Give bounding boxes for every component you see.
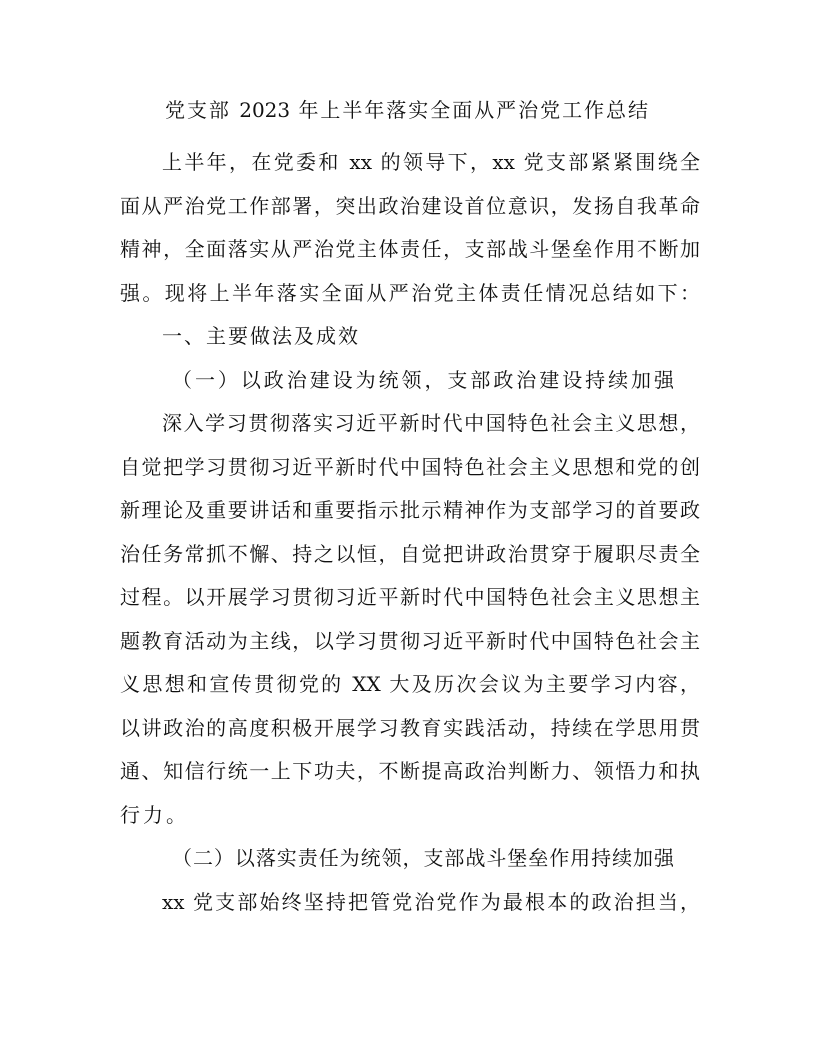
paragraph-line: 过程。以开展学习贯彻习近平新时代中国特色社会主义思想主 bbox=[120, 585, 700, 609]
paragraph-line: 自觉把学习贯彻习近平新时代中国特色社会主义思想和党的创 bbox=[120, 455, 700, 479]
paragraph-line: 新理论及重要讲话和重要指示批示精神作为支部学习的首要政 bbox=[120, 498, 700, 522]
paragraph-line: 题教育活动为主线，以学习贯彻习近平新时代中国特色社会主 bbox=[120, 629, 700, 653]
document-title: 党支部 2023 年上半年落实全面从严治党工作总结 bbox=[165, 98, 648, 122]
paragraph-line: 强。现将上半年落实全面从严治党主体责任情况总结如下： bbox=[120, 281, 700, 305]
paragraph-line: 深入学习贯彻落实习近平新时代中国特色社会主义思想， bbox=[162, 411, 700, 435]
paragraph-line: 义思想和宣传贯彻党的 XX 大及历次会议为主要学习内容， bbox=[120, 672, 700, 696]
paragraph-line: 面从严治党工作部署，突出政治建设首位意识，发扬自我革命 bbox=[120, 194, 700, 218]
subheading-text: （一）以政治建设为统领，支部政治建设持续加强 bbox=[172, 368, 674, 392]
paragraph-line: 上半年，在党委和 xx 的领导下，xx 党支部紧紧围绕全 bbox=[162, 150, 700, 174]
subheading-text: （二）以落实责任为统领，支部战斗堡垒作用持续加强 bbox=[172, 846, 674, 870]
paragraph-line: xx 党支部始终坚持把管党治党作为最根本的政治担当， bbox=[162, 890, 700, 914]
heading-text: 一、主要做法及成效 bbox=[162, 324, 360, 348]
paragraph-line: 治任务常抓不懈、持之以恒，自觉把讲政治贯穿于履职尽责全 bbox=[120, 542, 700, 566]
paragraph-line: 通、知信行统一上下功夫，不断提高政治判断力、领悟力和执 bbox=[120, 759, 700, 783]
paragraph-line: 行力。 bbox=[120, 803, 189, 827]
paragraph-line: 以讲政治的高度积极开展学习教育实践活动，持续在学思用贯 bbox=[120, 716, 700, 740]
paragraph-line: 精神，全面落实从严治党主体责任，支部战斗堡垒作用不断加 bbox=[120, 237, 700, 261]
